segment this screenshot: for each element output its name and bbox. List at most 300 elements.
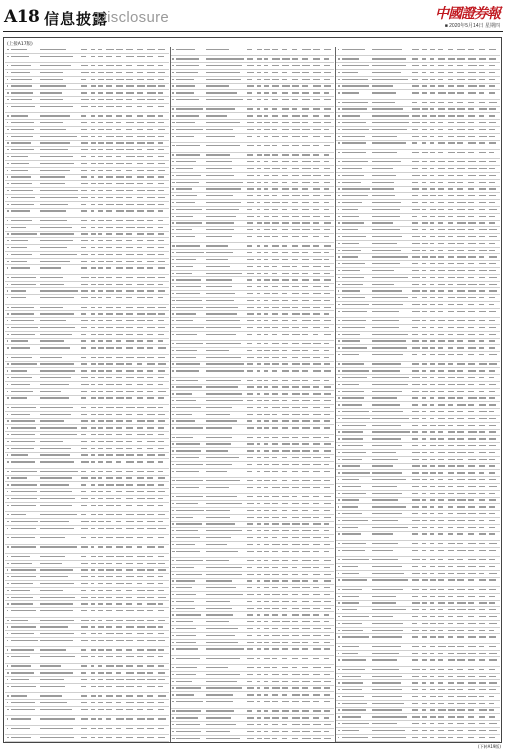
table-cell [147, 288, 156, 294]
table-row [5, 181, 169, 188]
table-cell [40, 63, 78, 69]
cell-text-placeholder [116, 170, 121, 171]
table-cell [81, 535, 89, 541]
cell-text-placeholder [147, 183, 153, 184]
cell-text-placeholder [7, 204, 9, 205]
table-cell [158, 275, 166, 281]
cell-text-placeholder [91, 546, 95, 547]
table-cell [11, 238, 39, 244]
table-cell [106, 332, 114, 338]
table-cell [126, 120, 135, 126]
cell-text-placeholder [11, 576, 36, 577]
cell-text-placeholder [126, 176, 131, 177]
cell-text-placeholder [98, 471, 103, 472]
cell-text-placeholder [126, 461, 134, 462]
cell-text-placeholder [116, 92, 123, 93]
cell-text-placeholder [7, 340, 9, 341]
table-cell [147, 70, 156, 76]
cell-text-placeholder [98, 56, 103, 57]
cell-text-placeholder [137, 277, 145, 278]
table-cell [158, 355, 166, 361]
cell-text-placeholder [7, 122, 8, 123]
cell-text-placeholder [81, 99, 89, 100]
cell-text-placeholder [106, 156, 112, 157]
cell-text-placeholder [98, 210, 103, 211]
table-cell [106, 476, 114, 482]
table-cell [81, 432, 89, 438]
table-cell [40, 47, 78, 53]
cell-text-placeholder [91, 142, 96, 143]
table-cell [81, 232, 89, 238]
table-cell [106, 389, 114, 395]
table-cell [137, 476, 146, 482]
table-cell [98, 503, 105, 509]
cell-text-placeholder [158, 563, 165, 564]
table-cell [91, 295, 97, 301]
table-cell [158, 512, 166, 518]
cell-text-placeholder [7, 370, 9, 371]
table-cell [11, 412, 39, 418]
table-cell [81, 259, 89, 265]
table-cell [158, 345, 166, 351]
table-cell [98, 375, 105, 381]
table-cell [40, 535, 78, 541]
table-cell [116, 469, 124, 475]
table-cell [158, 382, 166, 388]
table-cell [116, 482, 124, 488]
cell-text-placeholder [7, 546, 9, 547]
cell-text-placeholder [106, 49, 113, 50]
cell-text-placeholder [116, 363, 124, 364]
cell-text-placeholder [116, 448, 123, 449]
table-cell [7, 439, 9, 445]
table-cell [116, 453, 124, 459]
cell-text-placeholder [81, 240, 88, 241]
table-cell [137, 503, 146, 509]
table-cell [116, 318, 124, 324]
table-cell [158, 362, 166, 368]
table-cell [116, 161, 124, 167]
cell-text-placeholder [158, 267, 165, 268]
table-cell [7, 70, 9, 76]
table-cell [126, 113, 135, 119]
table-row [5, 134, 169, 141]
table-cell [7, 535, 9, 541]
cell-text-placeholder [137, 149, 143, 150]
cell-text-placeholder [40, 491, 72, 492]
cell-text-placeholder [116, 307, 121, 308]
table-cell [81, 339, 89, 345]
table-cell [147, 382, 156, 388]
table-cell [126, 154, 135, 160]
table-cell [91, 161, 97, 167]
cell-text-placeholder [126, 149, 134, 150]
table-cell [7, 375, 9, 381]
table-cell [106, 225, 114, 231]
table-cell [40, 355, 78, 361]
cell-text-placeholder [116, 129, 121, 130]
cell-text-placeholder [81, 563, 88, 564]
cell-text-placeholder [126, 313, 133, 314]
cell-text-placeholder [11, 590, 30, 591]
table-cell [137, 332, 146, 338]
cell-text-placeholder [126, 115, 132, 116]
cell-text-placeholder [7, 129, 9, 130]
cell-text-placeholder [147, 427, 154, 428]
table-cell [91, 325, 97, 331]
cell-text-placeholder [7, 261, 9, 262]
table-cell [116, 70, 124, 76]
table-cell [158, 405, 166, 411]
table-cell [126, 519, 135, 525]
table-cell [147, 439, 156, 445]
table-cell [137, 311, 146, 317]
table-cell [137, 412, 146, 418]
cell-text-placeholder [7, 79, 9, 80]
table-cell [147, 97, 156, 103]
cell-text-placeholder [147, 583, 153, 584]
cell-text-placeholder [98, 528, 104, 529]
cell-text-placeholder [98, 267, 103, 268]
cell-text-placeholder [7, 484, 9, 485]
cell-text-placeholder [147, 210, 154, 211]
cell-text-placeholder [11, 569, 36, 570]
table-cell [98, 127, 105, 133]
table-cell [11, 259, 39, 265]
cell-text-placeholder [137, 156, 144, 157]
cell-text-placeholder [98, 122, 103, 123]
cell-text-placeholder [98, 106, 102, 107]
cell-text-placeholder [116, 227, 123, 228]
cell-text-placeholder [40, 290, 78, 291]
table-cell [116, 141, 124, 147]
cell-text-placeholder [40, 197, 78, 198]
cell-text-placeholder [158, 122, 164, 123]
table-cell [91, 574, 97, 580]
table-cell [126, 90, 135, 96]
cell-text-placeholder [158, 56, 164, 57]
table-cell [137, 175, 146, 181]
table-cell [40, 77, 78, 83]
table-cell [81, 77, 89, 83]
cell-text-placeholder [158, 233, 164, 234]
table-cell [98, 405, 105, 411]
table-cell [158, 581, 166, 587]
cell-text-placeholder [81, 370, 87, 371]
cell-text-placeholder [106, 210, 112, 211]
table-row [5, 432, 169, 439]
table-cell [158, 288, 166, 294]
cell-text-placeholder [116, 72, 122, 73]
table-cell [116, 419, 124, 425]
cell-text-placeholder [147, 307, 155, 308]
table-cell [7, 568, 9, 574]
cell-text-placeholder [98, 448, 103, 449]
table-cell [98, 362, 105, 368]
table-cell [116, 232, 124, 238]
cell-text-placeholder [40, 461, 74, 462]
table-cell [158, 588, 166, 594]
cell-text-placeholder [158, 183, 164, 184]
table-cell [91, 368, 97, 374]
cell-text-placeholder [106, 377, 111, 378]
cell-text-placeholder [11, 434, 35, 435]
table-cell [116, 195, 124, 201]
cell-text-placeholder [158, 204, 164, 205]
cell-text-placeholder [7, 142, 9, 143]
cell-text-placeholder [147, 498, 154, 499]
table-cell [158, 535, 166, 541]
table-cell [98, 588, 105, 594]
table-cell [98, 325, 105, 331]
cell-text-placeholder [7, 590, 9, 591]
cell-text-placeholder [91, 65, 95, 66]
table-cell [81, 545, 89, 551]
table-cell [81, 104, 89, 110]
table-cell [116, 181, 124, 187]
cell-text-placeholder [98, 92, 102, 93]
cell-text-placeholder [98, 384, 103, 385]
table-cell [91, 526, 97, 532]
cell-text-placeholder [98, 420, 104, 421]
cell-text-placeholder [158, 441, 164, 442]
table-cell [11, 175, 39, 181]
cell-text-placeholder [158, 136, 164, 137]
table-row [5, 526, 169, 535]
cell-text-placeholder [7, 407, 9, 408]
cell-text-placeholder [147, 290, 154, 291]
table-cell [126, 526, 135, 532]
cell-text-placeholder [137, 546, 143, 547]
cell-text-placeholder [106, 340, 112, 341]
table-cell [147, 489, 156, 495]
table-cell [91, 225, 97, 231]
table-cell [11, 97, 39, 103]
cell-text-placeholder [11, 597, 34, 598]
table-cell [137, 405, 146, 411]
cell-text-placeholder [147, 576, 154, 577]
table-cell [98, 120, 105, 126]
table-cell [81, 412, 89, 418]
table-cell [7, 90, 9, 96]
cell-text-placeholder [7, 454, 9, 455]
table-cell [11, 362, 39, 368]
table-cell [126, 318, 135, 324]
table-cell [147, 245, 156, 251]
cell-text-placeholder [116, 347, 122, 348]
table-cell [40, 581, 78, 587]
table-cell [98, 389, 105, 395]
cell-text-placeholder [98, 254, 104, 255]
cell-text-placeholder [40, 546, 77, 547]
table-cell [158, 574, 166, 580]
cell-text-placeholder [11, 407, 36, 408]
table-cell [7, 432, 9, 438]
table-cell [147, 77, 156, 83]
cell-text-placeholder [40, 92, 62, 93]
table-cell [11, 469, 39, 475]
cell-text-placeholder [147, 136, 155, 137]
table-cell [91, 265, 97, 271]
masthead [0, 0, 506, 34]
cell-text-placeholder [137, 99, 145, 100]
table-cell [7, 581, 9, 587]
cell-text-placeholder [126, 537, 133, 538]
table-cell [98, 77, 105, 83]
cell-text-placeholder [91, 563, 96, 564]
cell-text-placeholder [137, 190, 145, 191]
cell-text-placeholder [11, 491, 37, 492]
table-cell [158, 225, 166, 231]
cell-text-placeholder [7, 327, 9, 328]
cell-text-placeholder [40, 576, 68, 577]
table-cell [81, 175, 89, 181]
cell-text-placeholder [11, 514, 27, 515]
table-cell [137, 141, 146, 147]
cell-text-placeholder [91, 377, 95, 378]
table-cell [137, 275, 146, 281]
table-cell [11, 588, 39, 594]
table-cell [137, 295, 146, 301]
cell-text-placeholder [91, 357, 96, 358]
table-cell [81, 97, 89, 103]
table-cell [11, 561, 39, 567]
table-cell [40, 252, 78, 258]
table-cell [126, 545, 135, 551]
table-cell [106, 339, 114, 345]
table-cell [137, 419, 146, 425]
cell-text-placeholder [106, 92, 112, 93]
newspaper-logo: 中國證券報 [435, 3, 500, 23]
table-cell [126, 161, 135, 167]
table-cell [158, 305, 166, 311]
table-cell [116, 375, 124, 381]
cell-text-placeholder [137, 448, 142, 449]
table-cell [11, 275, 39, 281]
cell-text-placeholder [40, 471, 78, 472]
cell-text-placeholder [147, 569, 153, 570]
cell-text-placeholder [98, 142, 104, 143]
cell-text-placeholder [40, 397, 68, 398]
table-row [5, 476, 169, 483]
table-cell [40, 275, 78, 281]
cell-text-placeholder [7, 220, 9, 221]
table-cell [147, 259, 156, 265]
cell-text-placeholder [98, 79, 103, 80]
table-cell [11, 503, 39, 509]
table-cell [126, 282, 135, 288]
cell-text-placeholder [147, 163, 154, 164]
table-cell [81, 90, 89, 96]
table-cell [91, 168, 97, 174]
cell-text-placeholder [81, 397, 86, 398]
cell-text-placeholder [81, 122, 87, 123]
table-cell [158, 245, 166, 251]
cell-text-placeholder [7, 65, 9, 66]
cell-text-placeholder [137, 240, 143, 241]
table-cell [40, 476, 78, 482]
cell-text-placeholder [91, 233, 96, 234]
table-cell [7, 63, 9, 69]
cell-text-placeholder [116, 290, 122, 291]
table-cell [137, 489, 146, 495]
cell-text-placeholder [158, 79, 164, 80]
table-row [5, 90, 169, 97]
cell-text-placeholder [106, 233, 112, 234]
table-cell [116, 113, 124, 119]
cell-text-placeholder [81, 72, 89, 73]
table-row [5, 419, 169, 426]
table-cell [158, 77, 166, 83]
table-cell [7, 275, 9, 281]
cell-text-placeholder [158, 190, 164, 191]
table-cell [147, 134, 156, 140]
table-cell [98, 535, 105, 541]
cell-text-placeholder [137, 454, 143, 455]
cell-text-placeholder [40, 142, 70, 143]
table-cell [106, 168, 114, 174]
table-cell [98, 459, 105, 465]
table-cell [7, 232, 9, 238]
table-row [5, 120, 169, 127]
cell-text-placeholder [116, 420, 123, 421]
cell-text-placeholder [7, 313, 9, 314]
cell-text-placeholder [11, 307, 34, 308]
table-cell [106, 419, 114, 425]
table-cell [11, 63, 39, 69]
table-row [5, 489, 169, 496]
cell-text-placeholder [126, 204, 134, 205]
table-cell [147, 396, 156, 402]
cell-text-placeholder [40, 498, 75, 499]
table-cell [116, 519, 124, 525]
table-row [5, 375, 169, 382]
table-cell [116, 288, 124, 294]
cell-text-placeholder [106, 498, 114, 499]
cell-text-placeholder [158, 156, 164, 157]
cell-text-placeholder [91, 427, 96, 428]
cell-text-placeholder [147, 142, 154, 143]
table-cell [147, 519, 156, 525]
table-row [5, 496, 169, 503]
cell-text-placeholder [116, 99, 122, 100]
cell-text-placeholder [137, 377, 145, 378]
table-cell [106, 554, 114, 560]
cell-text-placeholder [137, 106, 143, 107]
table-cell [81, 459, 89, 465]
table-cell [137, 389, 146, 395]
table-cell [81, 588, 89, 594]
table-cell [40, 568, 78, 574]
table-cell [116, 252, 124, 258]
table-cell [137, 282, 146, 288]
table-cell [106, 305, 114, 311]
table-cell [137, 496, 146, 502]
cell-text-placeholder [158, 65, 163, 66]
cell-text-placeholder [81, 441, 87, 442]
cell-text-placeholder [7, 227, 9, 228]
cell-text-placeholder [91, 307, 95, 308]
table-row [5, 588, 169, 595]
cell-text-placeholder [91, 290, 95, 291]
cell-text-placeholder [137, 254, 143, 255]
cell-text-placeholder [106, 484, 113, 485]
cell-text-placeholder [158, 149, 164, 150]
cell-text-placeholder [126, 363, 131, 364]
cell-text-placeholder [81, 537, 86, 538]
table-cell [11, 188, 39, 194]
table-cell [81, 168, 89, 174]
